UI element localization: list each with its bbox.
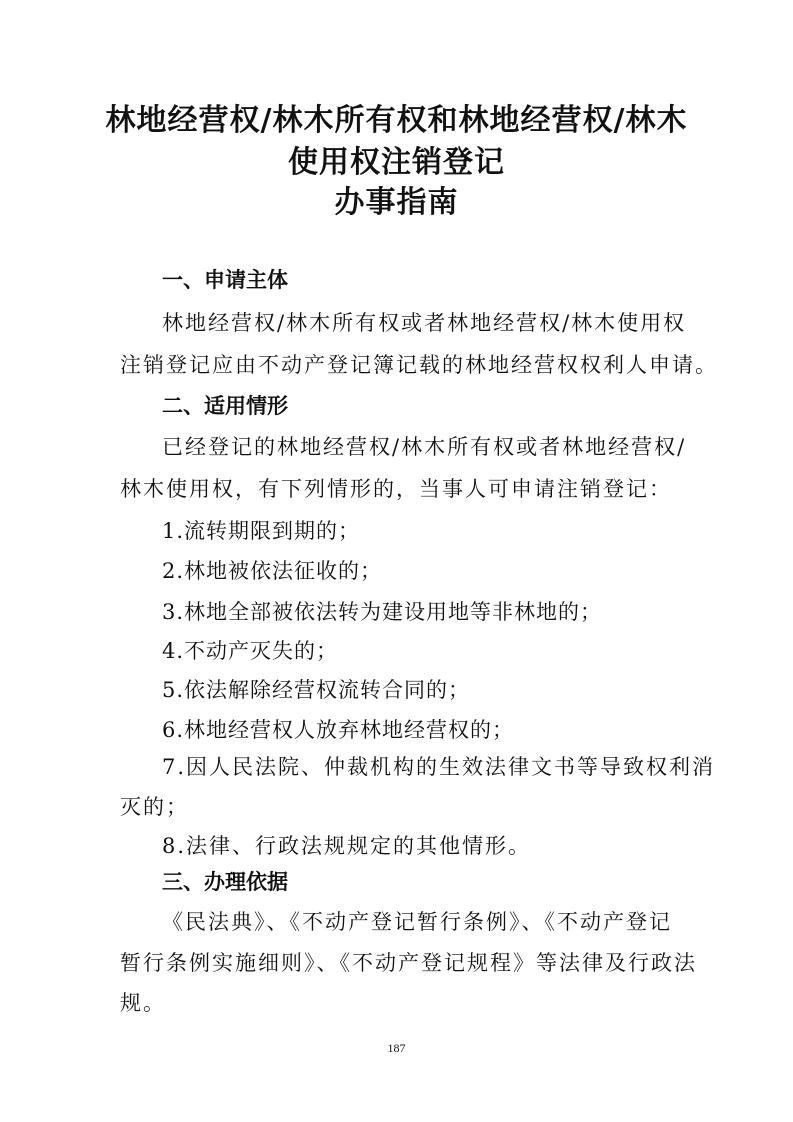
list-item: 1.流转期限到期的； (162, 519, 361, 543)
paragraph-line: 林木使用权，有下列情形的，当事人可申请注销登记： (120, 477, 672, 501)
section-heading-legal-basis: 三、办理依据 (162, 870, 288, 894)
paragraph-line: 规。 (120, 991, 166, 1015)
page-number: 187 (387, 1041, 406, 1055)
list-item: 6.林地经营权人放弃林地经营权的； (162, 718, 515, 742)
list-item: 3.林地全部被依法转为建设用地等非林地的； (162, 600, 603, 624)
list-item-continuation: 灭的； (120, 795, 189, 819)
document-title-line-1: 林地经营权/林木所有权和林地经营权/林木 (105, 103, 688, 138)
section-heading-applicant: 一、申请主体 (162, 268, 288, 292)
paragraph-line: 注销登记应由不动产登记簿记载的林地经营权权利人申请。 (120, 353, 718, 377)
section-heading-applicable-cases: 二、适用情形 (162, 394, 288, 418)
paragraph-line: 已经登记的林地经营权/林木所有权或者林地经营权/ (162, 435, 687, 459)
list-item: 5.依法解除经营权流转合同的； (162, 678, 471, 702)
paragraph-line: 《民法典》、《不动产登记暂行条例》、《不动产登记 (162, 910, 672, 934)
list-item: 2.林地被依法征收的； (162, 559, 383, 583)
paragraph-line: 暂行条例实施细则》、《不动产登记规程》等法律及行政法 (120, 951, 697, 975)
list-item: 8.法律、行政法规规定的其他情形。 (162, 834, 532, 858)
paragraph-line: 林地经营权/林木所有权或者林地经营权/林木使用权 (162, 311, 687, 335)
list-item: 7.因人民法院、仲裁机构的生效法律文书等导致权利消 (162, 755, 716, 779)
document-title-line-3: 办事指南 (334, 185, 459, 220)
list-item: 4.不动产灭失的； (162, 639, 339, 663)
document-title-line-2: 使用权注销登记 (288, 145, 505, 180)
